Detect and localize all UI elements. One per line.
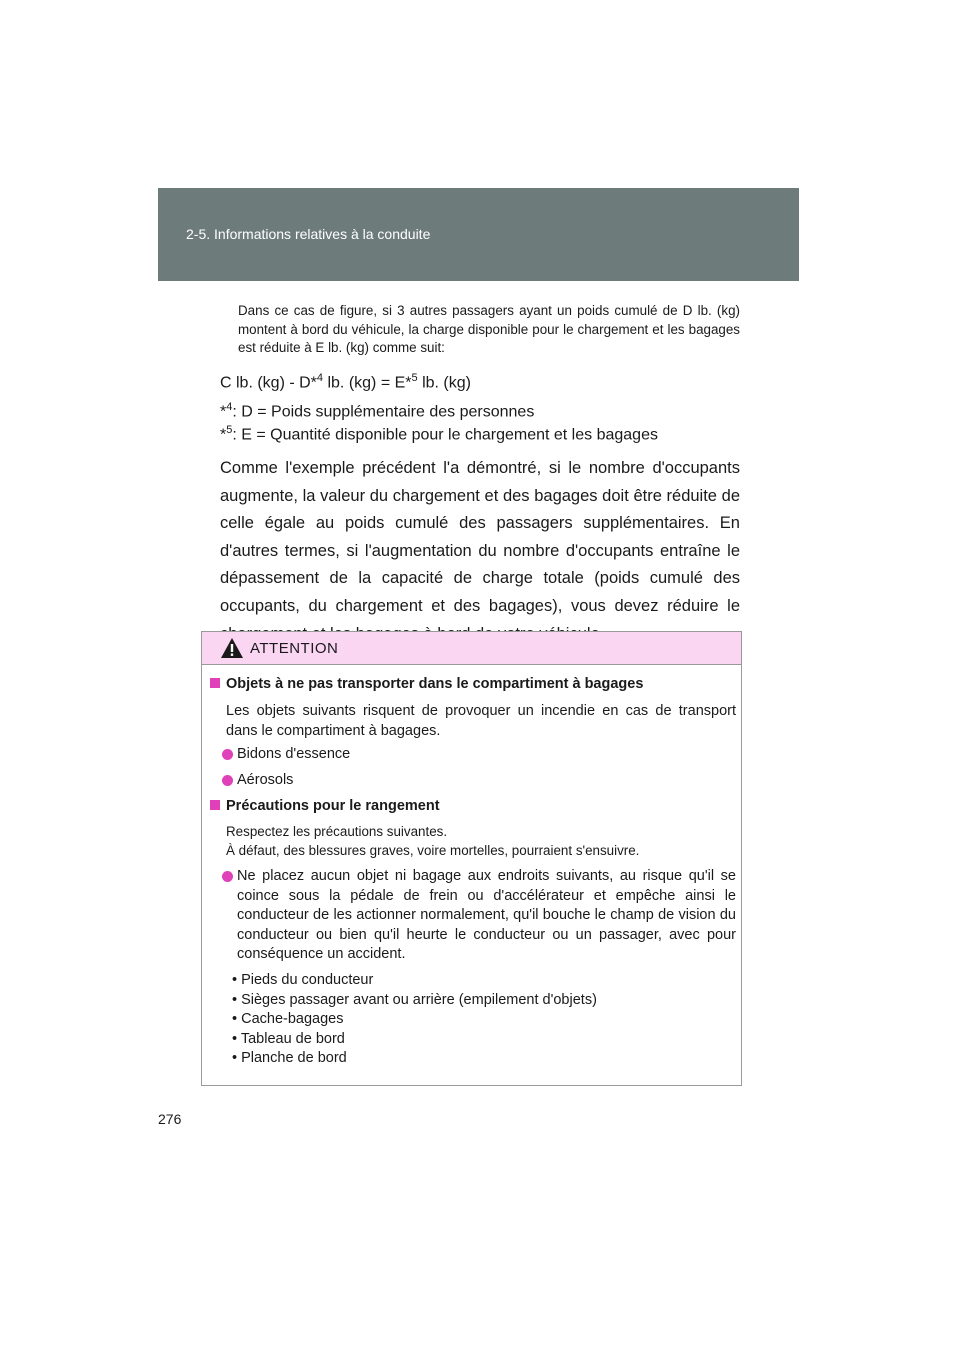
sublist-item: • Tableau de bord	[232, 1030, 345, 1047]
formula-footnote-ref: 4	[316, 372, 324, 384]
storage-warning-text: Les objets suivants risquent de provoquer un incendie en cas de transport dans le compartiment à bagages.	[226, 703, 736, 739]
list-item-text: Aérosols	[237, 772, 294, 788]
sublist-item: • Planche de bord	[232, 1050, 347, 1066]
sublist-item: • Pieds du conducteur	[232, 972, 374, 988]
attention-header	[202, 632, 741, 665]
footnote-text: : E = Quantité disponible pour le chargement et les bagages	[232, 426, 658, 444]
bullet-dot-icon	[222, 775, 233, 786]
heading-text: Objets à ne pas transporter dans le compartiment à bagages	[226, 676, 644, 692]
square-bullet-icon	[210, 800, 220, 810]
attention-title: ATTENTION	[250, 640, 339, 657]
bullet-dot-icon	[222, 871, 233, 882]
formula-part: lb. (kg)	[417, 374, 471, 392]
footnote-5	[220, 424, 658, 444]
footnote-text: : D = Poids supplémentaire des personnes	[232, 403, 535, 421]
formula-footnote-ref: 5	[411, 372, 418, 384]
precautions-line: À défaut, des blessures graves, voire mortelles, pourraient s'ensuivre.	[226, 843, 640, 858]
footnote-mark: *	[220, 403, 227, 421]
list-item	[222, 771, 736, 791]
attention-box	[201, 631, 742, 1086]
page-number: 276	[158, 1111, 182, 1127]
bullet-dot-icon	[222, 749, 233, 760]
formula-part: C lb. (kg) - D*	[220, 374, 317, 392]
footnote-sup: 5	[226, 424, 233, 436]
section-header	[158, 188, 799, 281]
footnote-mark: *	[220, 426, 227, 444]
footnote-sup: 4	[226, 401, 233, 413]
heading-text: Précautions pour le rangement	[226, 798, 440, 814]
list-item-text: Bidons d'essence	[237, 746, 351, 762]
body-paragraph: Comme l'exemple précédent l'a démontré, si le nombre d'occupants augmente, la valeur du chargement et des bagages doit être réduite de celle égale au poids cumulé des passagers supplémentaires. En d'autres termes, si l'augmentation du nombre d'occupants entraîne le dépassement de la capacité de charge totale (poids cumulé des occupants, du chargement et des bagages), vous devez réduire le	[220, 459, 740, 615]
formula-part: lb. (kg) = E*	[323, 374, 412, 392]
footnote-4	[220, 401, 534, 421]
precautions-heading	[210, 798, 440, 814]
sublist-item: • Sièges passager avant ou arrière (empilement d'objets)	[232, 991, 597, 1008]
precautions-line: Respectez les précautions suivantes.	[226, 824, 448, 839]
warning-icon	[220, 637, 244, 659]
formula	[220, 372, 471, 392]
list-item-text: Ne placez aucun objet ni bagage aux endroits suivants, au risque qu'il se coince sous la pédale de frein ou d'accélérateur et empêche ainsi le conducteur de les actionner normalement, qu'il bouche le champ de vision du conducteur ou bien qu'il heurte le conducteur ou un passager, avec pour conséquence un accident.	[237, 868, 736, 962]
list-item	[222, 867, 736, 965]
sublist-item: • Cache-bagages	[232, 1011, 344, 1027]
location-sublist	[232, 971, 597, 1069]
storage-heading	[210, 676, 643, 692]
section-title: 2-5. Informations relatives à la conduite	[186, 226, 431, 242]
intro-paragraph: Dans ce cas de figure, si 3 autres passagers ayant un poids cumulé de D lb. (kg) montent à bord du véhicule, la charge disponible pour le chargement et les bagages est réduite à E lb. (kg) comme suit:	[238, 303, 740, 355]
square-bullet-icon	[210, 678, 220, 688]
list-item	[222, 745, 736, 765]
